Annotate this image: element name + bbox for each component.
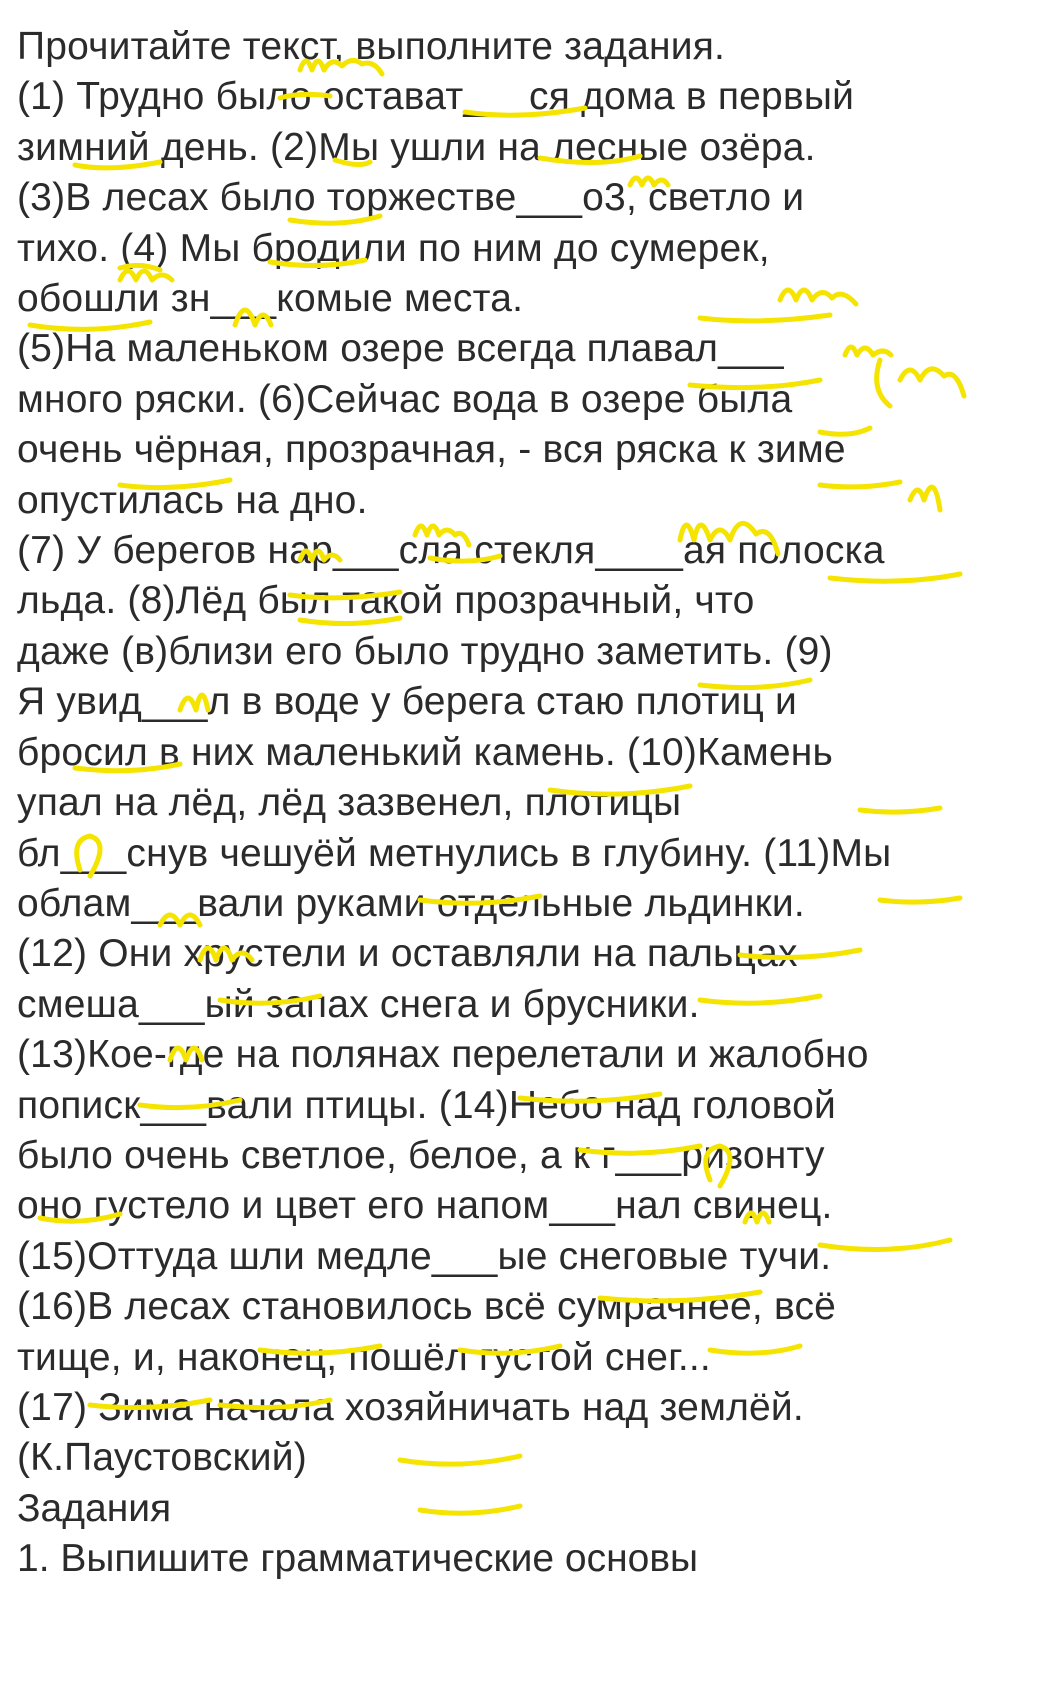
text-line: тище, и, наконец, пошёл густой снег... (17, 1335, 711, 1379)
text-line: бросил в них маленький камень. (10)Камень (17, 730, 834, 774)
text-line: упал на лёд, лёд зазвенел, плотицы (17, 781, 682, 825)
text-line: (12) Они хрустели и оставляли на пальцах (17, 932, 798, 976)
text-line: (5)На маленьком озере всегда плавал___ (17, 327, 784, 371)
text-line: (7) У берегов нар___сла стекля____ая полоска (17, 529, 885, 573)
author-line: (К.Паустовский) (17, 1436, 307, 1480)
text-line: (15)Оттуда шли медле___ые снеговые тучи. (17, 1234, 832, 1278)
text-line: опустилась на дно. (17, 478, 368, 522)
text-line: льда. (8)Лёд был такой прозрачный, что (17, 579, 755, 623)
text-line: было очень светлое, белое, а к г___ризонту (17, 1133, 825, 1177)
text-line: (3)В лесах было торжестве___о3, светло и (17, 176, 805, 220)
text-line: облам___вали руками отдельные льдинки. (17, 881, 805, 925)
text-line: много ряски. (6)Сейчас вода в озере была (17, 377, 793, 421)
instruction-line: Прочитайте текст, выполните задания. (17, 25, 726, 68)
text-line: пописк___вали птицы. (14)Небо над головой (17, 1083, 836, 1127)
task-item: 1. Выпишите грамматические основы (17, 1536, 699, 1580)
text-line: очень чёрная, прозрачная, - вся ряска к зиме (17, 428, 846, 472)
text-line: (13)Кое-где на полянах перелетали и жалобно (17, 1033, 869, 1077)
text-line: (16)В лесах становилось всё сумрачнее, всё (17, 1285, 837, 1329)
exercise-text (17, 22, 1047, 1584)
text-line: даже (в)близи его было трудно заметить. (9) (17, 629, 833, 673)
text-line: Я увид___л в воде у берега стаю плотиц и (17, 680, 798, 724)
text-line: оно густело и цвет его напом___нал свинец. (17, 1184, 833, 1228)
text-line: обошли зн___комые места. (17, 277, 524, 321)
text-line: тихо. (4) Мы бродили по ним до сумерек, (17, 226, 770, 270)
text-line: зимний день. (2)Мы ушли на лесные озёра. (17, 125, 816, 169)
text-line: (1) Трудно было остават___ся дома в первый (17, 75, 855, 119)
text-line: (17) Зима начала хозяйничать над землёй. (17, 1385, 804, 1429)
text-line: бл___снув чешуёй метнулись в глубину. (11)Мы (17, 831, 892, 875)
text-line: смеша___ый запах снега и брусники. (17, 982, 700, 1026)
tasks-heading: Задания (17, 1486, 172, 1530)
